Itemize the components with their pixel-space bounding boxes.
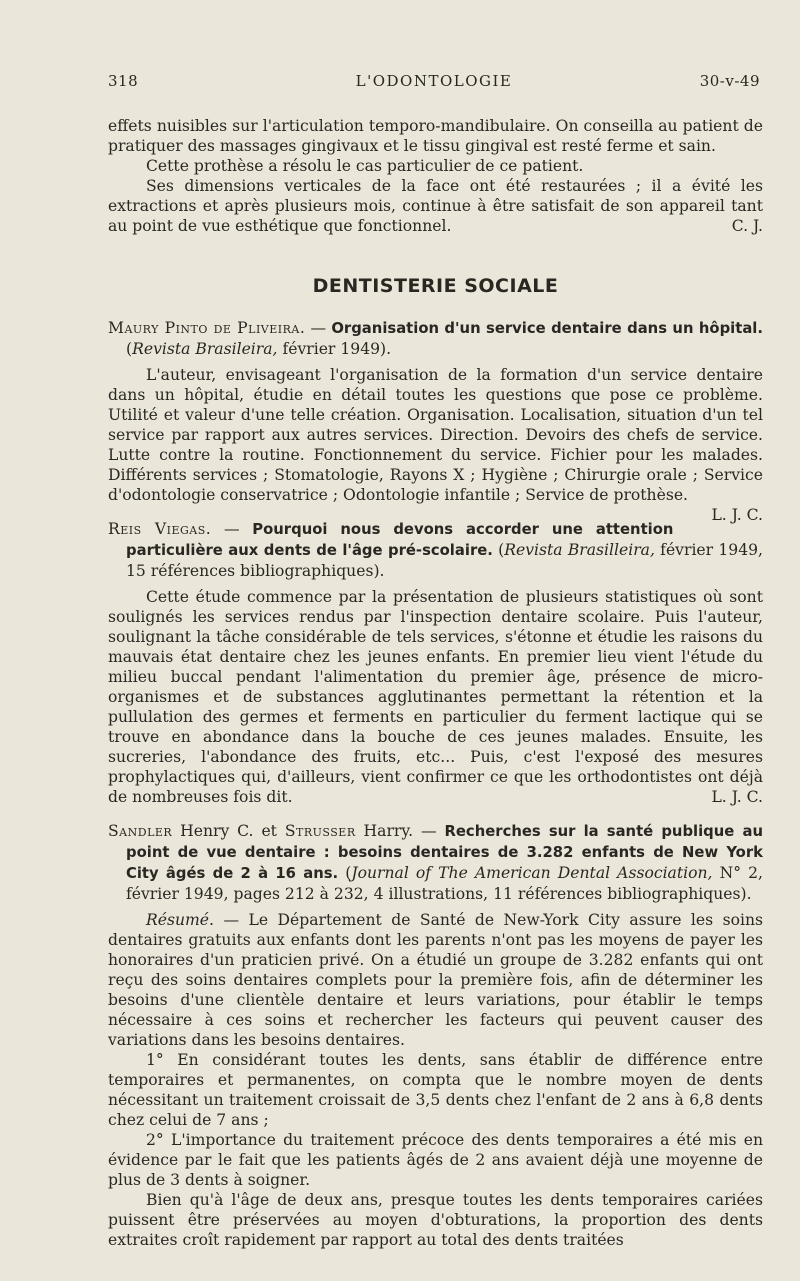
entry-dash: — bbox=[413, 822, 445, 840]
entry-reference bbox=[108, 318, 763, 359]
abstract-entry bbox=[108, 519, 763, 807]
entry-author-given-name: Henry C. et bbox=[172, 822, 285, 840]
entry-point-1: 1° En considérant toutes les dents, sans établir de différence entre temporaires et permanentes, on compta que le nombre moyen de dents nécessitant un traitement croissait de 3,5 dents chez l'enfant de 2 ans à 6,8 dents chez celui de 7 ans ; bbox=[108, 1051, 763, 1129]
intro-paragraph-3-text: Ses dimensions verticales de la face ont été restaurées ; il a évité les extractions et après plusieurs mois, continue à être satisfait de son appareil tant au point de vue esthétique que fonctionnel. bbox=[108, 177, 763, 235]
entry-author: Sandler bbox=[108, 822, 173, 840]
entry-point-3: Bien qu'à l'âge de deux ans, presque toutes les dents temporaires cariées puissent être préservées au moyen d'obturations, la proportion des dents extraites croît rapidement par rapport au total des dents traitées bbox=[108, 1191, 763, 1249]
entry-dash: — bbox=[211, 520, 253, 538]
issue-date: 30-v-49 bbox=[699, 72, 760, 90]
entry-dash: — bbox=[305, 319, 332, 337]
entry-details: février 1949). bbox=[277, 340, 392, 358]
intro-paragraph-1: effets nuisibles sur l'articulation temporo-mandibulaire. On conseilla au patient de pratiquer des massages gingivaux et le tissu gingival est resté ferme et sain. bbox=[108, 117, 763, 155]
resume-text: — Le Département de Santé de New-York City assure les soins dentaires gratuits aux enfants dont les parents n'ont pas les moyens de payer les honoraires d'un praticien privé. On a étudié un groupe de 3.282 enfants qui ont reçu des soins dentaires complets pour la première fois, afin de déterminer les besoins d'une clientèle dentaire et leurs variations, pour établir le temps nécessaire à ces soins et rechercher les facteurs qui peuvent causer des variations dans les besoins dentaires. bbox=[108, 911, 763, 1049]
entry-paren: ( bbox=[126, 340, 133, 358]
entry-author-given-name: Harry. bbox=[355, 822, 414, 840]
resume-label: Résumé. bbox=[146, 911, 214, 929]
intro-paragraph-3 bbox=[108, 176, 763, 236]
entry-signature: L. J. C. bbox=[711, 788, 763, 806]
entry-reference bbox=[108, 519, 763, 581]
entry-details: février 1949, 15 références bibliographiques). bbox=[126, 541, 764, 580]
entry-title: Organisation d'un service dentaire dans un hôpital. bbox=[331, 320, 763, 337]
entry-source: Journal of The American Dental Association, bbox=[351, 864, 713, 882]
entry-resume bbox=[108, 910, 763, 1050]
entry-source: Revista Brasilleira, bbox=[504, 541, 655, 559]
entry-reference bbox=[108, 821, 763, 904]
entry-summary-text: Cette étude commence par la présentation de plusieurs statistiques où sont soulignés les services rendus par l'inspection dentaire scolaire. Puis l'auteur, soulignant la tâche considérable de tels services, s'étonne et étudie les raisons du mauvais état dentaire chez les jeunes enfants. En premier lieu vient l'étude du milieu buccal pendant l'alimentation du premier âge, présence de micro-organismes et de substances agglutinantes permettant la rétention et la pullulation des germes et ferments en particulier du ferment lactique qui se trouve en abondance dans la bouche de ces jeunes malades. Ensuite, les sucreries, l'abondance des fruits, etc... Puis, c'est l'exposé des mesures prophylactiques qui, d'ailleurs, vient confirmer ce que les orthodontistes ont déjà de nombreuses fois dit. bbox=[108, 588, 763, 806]
entry-summary-text: L'auteur, envisageant l'organisation de la formation d'un service dentaire dans un hôpital, étudie en détail toutes les questions que pose ce problème. Utilité et valeur d'une telle création. Organisation. Localisation, situation d'un tel service par rapport aux autres services. Direction. Devoirs des chefs de service. Lutte contre la routine. Fonctionnement du service. Fichier pour les malades. Différents services ; Stomatologie, Rayons X ; Hygiène ; Chirurgie orale ; Service d'odontologie conservatrice ; Odontologie infantile ; Service de prothèse. bbox=[108, 366, 763, 504]
entry-details: N° 2, février 1949, pages 212 à 232, 4 illustrations, 11 références bibliographiques). bbox=[126, 864, 763, 903]
page-body bbox=[108, 116, 763, 1250]
intro-signature: C. J. bbox=[731, 217, 763, 235]
entry-author: Reis Viegas. bbox=[108, 520, 212, 538]
intro-paragraph-2: Cette prothèse a résolu le cas particulier de ce patient. bbox=[146, 157, 584, 175]
entry-point-2: 2° L'importance du traitement précoce des dents temporaires a été mis en évidence par le fait que les patients âgés de 2 ans avaient déjà une moyenne de plus de 3 dents à soigner. bbox=[108, 1131, 763, 1189]
entry-paren: ( bbox=[338, 864, 352, 882]
page-number: 318 bbox=[108, 72, 139, 90]
entry-source: Revista Brasileira, bbox=[132, 340, 278, 358]
running-title: L'ODONTOLOGIE bbox=[355, 72, 513, 90]
entry-title: Pourquoi nous devons accorder une attention particulière aux dents de l'âge pré-scolaire. bbox=[126, 521, 674, 559]
section-title: DENTISTERIE SOCIALE bbox=[312, 275, 559, 297]
entry-author: Strusser bbox=[284, 822, 356, 840]
entry-author: Maury Pinto de Pliveira. bbox=[108, 319, 306, 337]
entry-signature: L. J. C. bbox=[711, 506, 763, 524]
entry-paren: ( bbox=[492, 541, 505, 559]
entry-title: Recherches sur la santé publique au point de vue dentaire : besoins dentaires de 3.282 enfants de New York City âgés de 2 à 16 ans. bbox=[126, 823, 763, 882]
entry-summary bbox=[108, 587, 763, 807]
entry-summary bbox=[108, 365, 763, 524]
abstract-entry bbox=[108, 821, 763, 1250]
abstract-entry bbox=[108, 318, 763, 524]
